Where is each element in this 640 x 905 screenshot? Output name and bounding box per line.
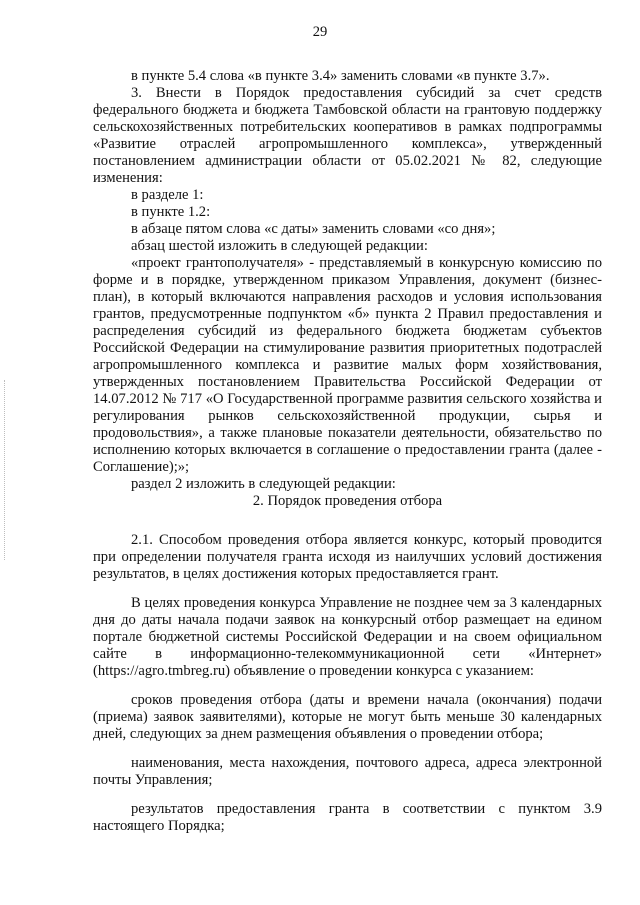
paragraph-announcement: В целях проведения конкурса Управление не позднее чем за 3 календарных дня до даты начала подачи заявок на конкурсный отбор размещает на едином портале бюджетной системы Российской Федерации и на своем официальном сайте в информационно-телекоммуникационной сети «Интернет» (https://agro.tmbreg.ru) объявление о проведении конкурса с указанием:: [93, 595, 602, 679]
page-number: 29: [312, 24, 328, 40]
paragraph-abzac-5: в абзаце пятом слова «с даты» заменить словами «со дня»;: [131, 221, 496, 237]
paragraph-contacts: наименования, места нахождения, почтового адреса, адреса электронной почты Управления;: [93, 755, 602, 788]
paragraph-section-1: в разделе 1:: [131, 187, 204, 203]
paragraph-grantee-definition: «проект грантополучателя» - представляемый в конкурсную комиссию по форме и в порядке, утвержденном приказом Управления, документ (бизнес-план), в который включаются направления расходов и условия использования грантов, предусмотренные подпунктом «б» пункта 2 Правил предоставления и распределения субсидий из федерального бюджета бюджетам субъектов Российской Федерации на стимулирование развития приоритетных подотраслей агропромышленного комплекса и развитие малых форм хозяйствования, утвержденных постановлением Правительства Российской Федерации от 14.07.2012 № 717 «О Государственной программе развития сельского хозяйства и регулирования рынков сельскохозяйственной продукции, сырья и продовольствия», а также плановые показатели деятельности, обязательство по исполнению которых включается в соглашение о предоставлении гранта (далее - Соглашение);»;: [93, 255, 602, 475]
paragraph-abzac-6: абзац шестой изложить в следующей редакции:: [131, 238, 428, 254]
paragraph-results: результатов предоставления гранта в соответствии с пунктом 3.9 настоящего Порядка;: [93, 801, 602, 834]
paragraph-amend-5-4: в пункте 5.4 слова «в пункте 3.4» заменить словами «в пункте 3.7».: [131, 68, 550, 84]
section-heading: 2. Порядок проведения отбора: [252, 493, 443, 509]
page-edge-mark: [4, 380, 6, 560]
paragraph-section-2-intro: раздел 2 изложить в следующей редакции:: [131, 476, 396, 492]
document-body: [93, 68, 602, 835]
paragraph-item-1-2: в пункте 1.2:: [131, 204, 211, 220]
paragraph-amend-item-3: 3. Внести в Порядок предоставления субсидий за счет средств федерального бюджета и бюджета Тамбовской области на грантовую поддержку сельскохозяйственных потребительских кооперативов в рамках подпрограммы «Развитие отраслей агропромышленного комплекса», утвержденный постановлением администрации области от 05.02.2021 № 82, следующие изменения:: [93, 85, 602, 186]
paragraph-2-1: 2.1. Способом проведения отбора является конкурс, который проводится при определении получателя гранта исходя из наилучших условий достижения результатов, в целях достижения которых предоставляется грант.: [93, 532, 602, 582]
paragraph-deadlines: сроков проведения отбора (даты и времени начала (окончания) подачи (приема) заявок заявителями), которые не могут быть меньше 30 календарных дней, следующих за днем размещения объявления о проведении отбора;: [93, 692, 602, 742]
